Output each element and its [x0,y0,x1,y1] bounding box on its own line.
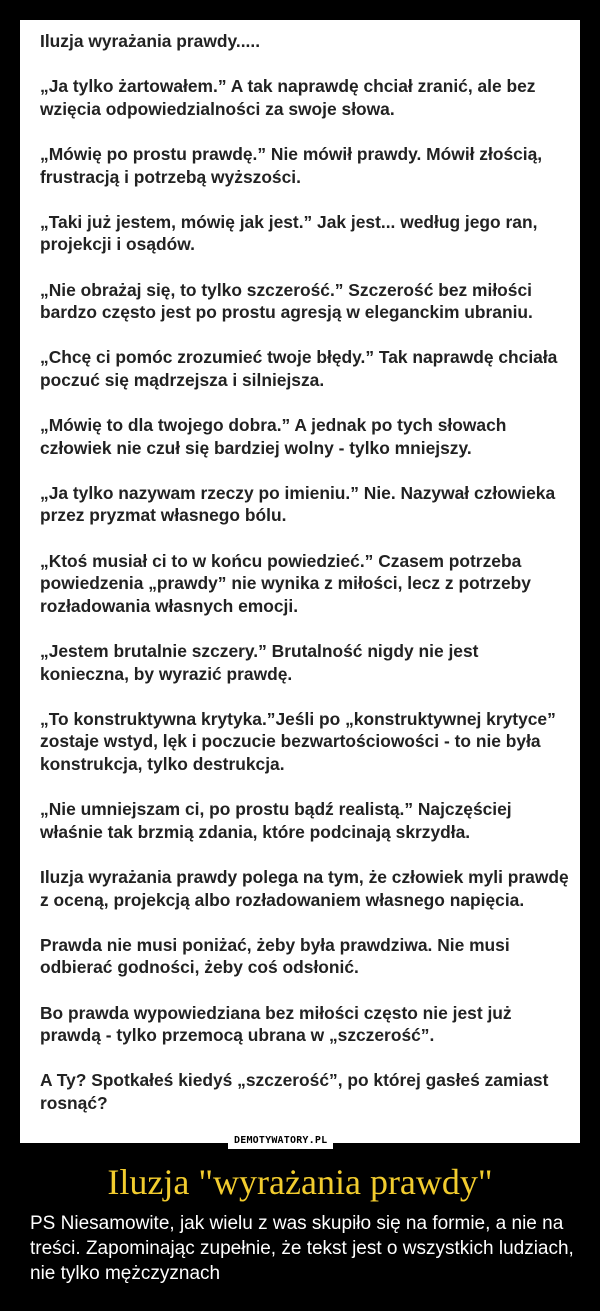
poster-paragraph: „To konstruktywna krytyka.”Jeśli po „konstruktywnej krytyce” zostaje wstyd, lęk i poczucie bezwartościowości - to nie była konstrukcja, tylko destrukcja. [40,708,556,774]
poster-paragraph: A Ty? Spotkałeś kiedyś „szczerość”, po której gasłeś zamiast rosnąć? [40,1070,549,1113]
demotivator-image [20,20,580,1143]
poster-text [40,30,570,1137]
watermark-logo: DEMOTYWATORY.PL [228,1133,333,1149]
caption-text: PS Niesamowite, jak wielu z was skupiło się na formie, a nie na treści. Zapominając zupełnie, że tekst jest o wszystkich ludziach, nie tylko mężczyznach [30,1213,574,1284]
poster-paragraph: „Chcę ci pomóc zrozumieć twoje błędy.” Tak naprawdę chciała poczuć się mądrzejsza i silniejsza. [40,347,558,390]
poster-paragraph: „Mówię po prostu prawdę.” Nie mówił prawdy. Mówił złością, frustracją i potrzebą wyższości. [40,143,543,187]
poster-paragraph: „Ja tylko żartowałem.” A tak naprawdę chciał zranić, ale bez wzięcia odpowiedzialności za swoje słowa. [40,76,536,119]
poster-paragraph: „Nie umniejszam ci, po prostu bądź realistą.” Najczęściej właśnie tak brzmią zdania, które podcinają skrzydła. [40,799,512,842]
poster-paragraph: „Ja tylko nazywam rzeczy po imieniu.” Nie. Nazywał człowieka przez pryzmat własnego bólu. [40,482,556,526]
poster-paragraph: „Jestem brutalnie szczery.” Brutalność nigdy nie jest konieczna, by wyrazić prawdę. [40,641,479,684]
poster-paragraph: Prawda nie musi poniżać, żeby była prawdziwa. Nie musi odbierać godności, żeby coś odsłonić. [40,934,510,978]
poster-paragraph: „Ktoś musiał ci to w końcu powiedzieć.” Czasem potrzeba powiedzenia „prawdy” nie wynika z miłości, lecz z potrzeby rozładowania własnych emocji. [40,550,531,616]
poster-heading: Iluzja wyrażania prawdy..... [40,31,261,51]
poster-paragraph: Iluzja wyrażania prawdy polega na tym, że człowiek myli prawdę z oceną, projekcją albo rozładowaniem własnego napięcia. [40,866,569,910]
poster-paragraph: „Nie obrażaj się, to tylko szczerość.” Szczerość bez miłości bardzo często jest po prostu agresją w eleganckim ubraniu. [40,279,533,323]
poster-paragraph: Bo prawda wypowiedziana bez miłości często nie jest już prawdą - tylko przemocą ubrana w „szczerość”. [40,1002,512,1046]
poster-paragraph: „Taki już jestem, mówię jak jest.” Jak jest... według jego ran, projekcji i osądów. [40,211,538,255]
page-title: Iluzja "wyrażania prawdy" [107,1162,493,1202]
poster-paragraph: „Mówię to dla twojego dobra.” A jednak po tych słowach człowiek nie czuł się bardziej wolny - tylko mniejszy. [40,415,507,458]
